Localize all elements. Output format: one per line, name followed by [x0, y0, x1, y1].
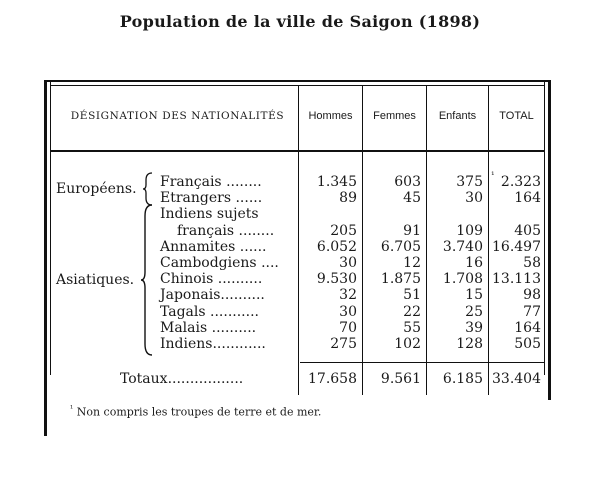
row-label: Annamites ......	[160, 238, 267, 255]
cell-total: 164	[514, 190, 541, 207]
cell-enfants: 25	[465, 303, 483, 320]
footnote	[70, 404, 321, 419]
row-label: Chinois ..........	[160, 271, 263, 288]
brace-asiatiques	[140, 204, 154, 360]
totals-femmes: 9.561	[380, 371, 421, 387]
cell-total: 98	[523, 287, 541, 304]
totals-label: Totaux.................	[120, 371, 244, 387]
footnote-ref-mark: ¹	[491, 171, 495, 181]
totals-enfants: 6.185	[442, 371, 483, 387]
cell-femmes: 91	[403, 222, 421, 239]
cell-total: 505	[514, 336, 541, 352]
top-border	[44, 80, 551, 82]
cell-enfants: 1.708	[442, 271, 483, 288]
row-label: Tagals ...........	[160, 303, 259, 320]
cell-femmes: 51	[403, 287, 421, 304]
cell-femmes: 55	[403, 319, 421, 336]
header-enfants: Enfants	[438, 110, 477, 122]
header-femmes: Femmes	[373, 110, 416, 122]
cell-femmes: 12	[403, 255, 421, 271]
cell-hommes: 6.052	[316, 238, 357, 255]
left-border-inner	[50, 80, 51, 375]
cell-enfants: 3.740	[442, 238, 483, 255]
cell-hommes: 30	[339, 303, 357, 320]
cell-enfants: 109	[456, 222, 483, 239]
group-asiatiques: Asiatiques.	[56, 272, 135, 288]
cell-total: 58	[523, 255, 541, 271]
cell-hommes: 9.530	[316, 271, 357, 288]
cell-hommes: 32	[339, 287, 357, 304]
totals-rule	[300, 362, 544, 363]
cell-total: 77	[523, 303, 541, 320]
cell-enfants: 128	[456, 336, 483, 352]
row-label: Français ........	[160, 174, 262, 190]
cell-enfants: 16	[465, 255, 483, 271]
cell-femmes: 45	[403, 190, 421, 207]
cell-enfants: 375	[456, 174, 483, 190]
footnote-text: Non compris les troupes de terre et de mer.	[76, 405, 322, 419]
right-border-outer	[548, 80, 551, 400]
group-europeens: Européens.	[56, 181, 137, 197]
cell-total: 16.497	[492, 238, 541, 255]
row-label: français ........	[177, 222, 275, 239]
header-total: TOTAL	[499, 110, 534, 122]
cell-total: 2.323	[500, 174, 541, 190]
totals-total: 33.404	[492, 371, 541, 387]
cell-total: 13.113	[492, 271, 541, 288]
row-label: Malais ..........	[160, 319, 257, 336]
row-label: Etrangers ......	[160, 190, 263, 207]
row-label: Indiens............	[160, 336, 266, 352]
cell-hommes: 89	[339, 190, 357, 207]
row-label: Cambodgiens ....	[160, 255, 279, 271]
cell-total: 164	[514, 319, 541, 336]
row-label: Indiens sujets	[160, 206, 259, 223]
cell-femmes: 603	[394, 174, 421, 190]
header-designation: DÉSIGNATION DES NATIONALITÉS	[70, 110, 285, 122]
row-label: Japonais..........	[160, 287, 265, 304]
totals-hommes: 17.658	[308, 371, 357, 387]
header-hommes: Hommes	[308, 110, 353, 122]
page-title: Population de la ville de Saigon (1898)	[119, 12, 481, 31]
cell-total: 405	[514, 222, 541, 239]
cell-enfants: 15	[465, 287, 483, 304]
footnote-mark: ¹	[70, 404, 74, 413]
cell-femmes: 102	[394, 336, 421, 352]
cell-hommes: 70	[339, 319, 357, 336]
cell-femmes: 1.875	[380, 271, 421, 288]
cell-femmes: 22	[403, 303, 421, 320]
cell-hommes: 205	[330, 222, 357, 239]
cell-femmes: 6.705	[380, 238, 421, 255]
cell-enfants: 39	[465, 319, 483, 336]
cell-hommes: 30	[339, 255, 357, 271]
right-border-inner	[544, 80, 545, 375]
left-border-outer	[44, 80, 47, 436]
cell-hommes: 275	[330, 336, 357, 352]
cell-hommes: 1.345	[316, 174, 357, 190]
cell-enfants: 30	[465, 190, 483, 207]
